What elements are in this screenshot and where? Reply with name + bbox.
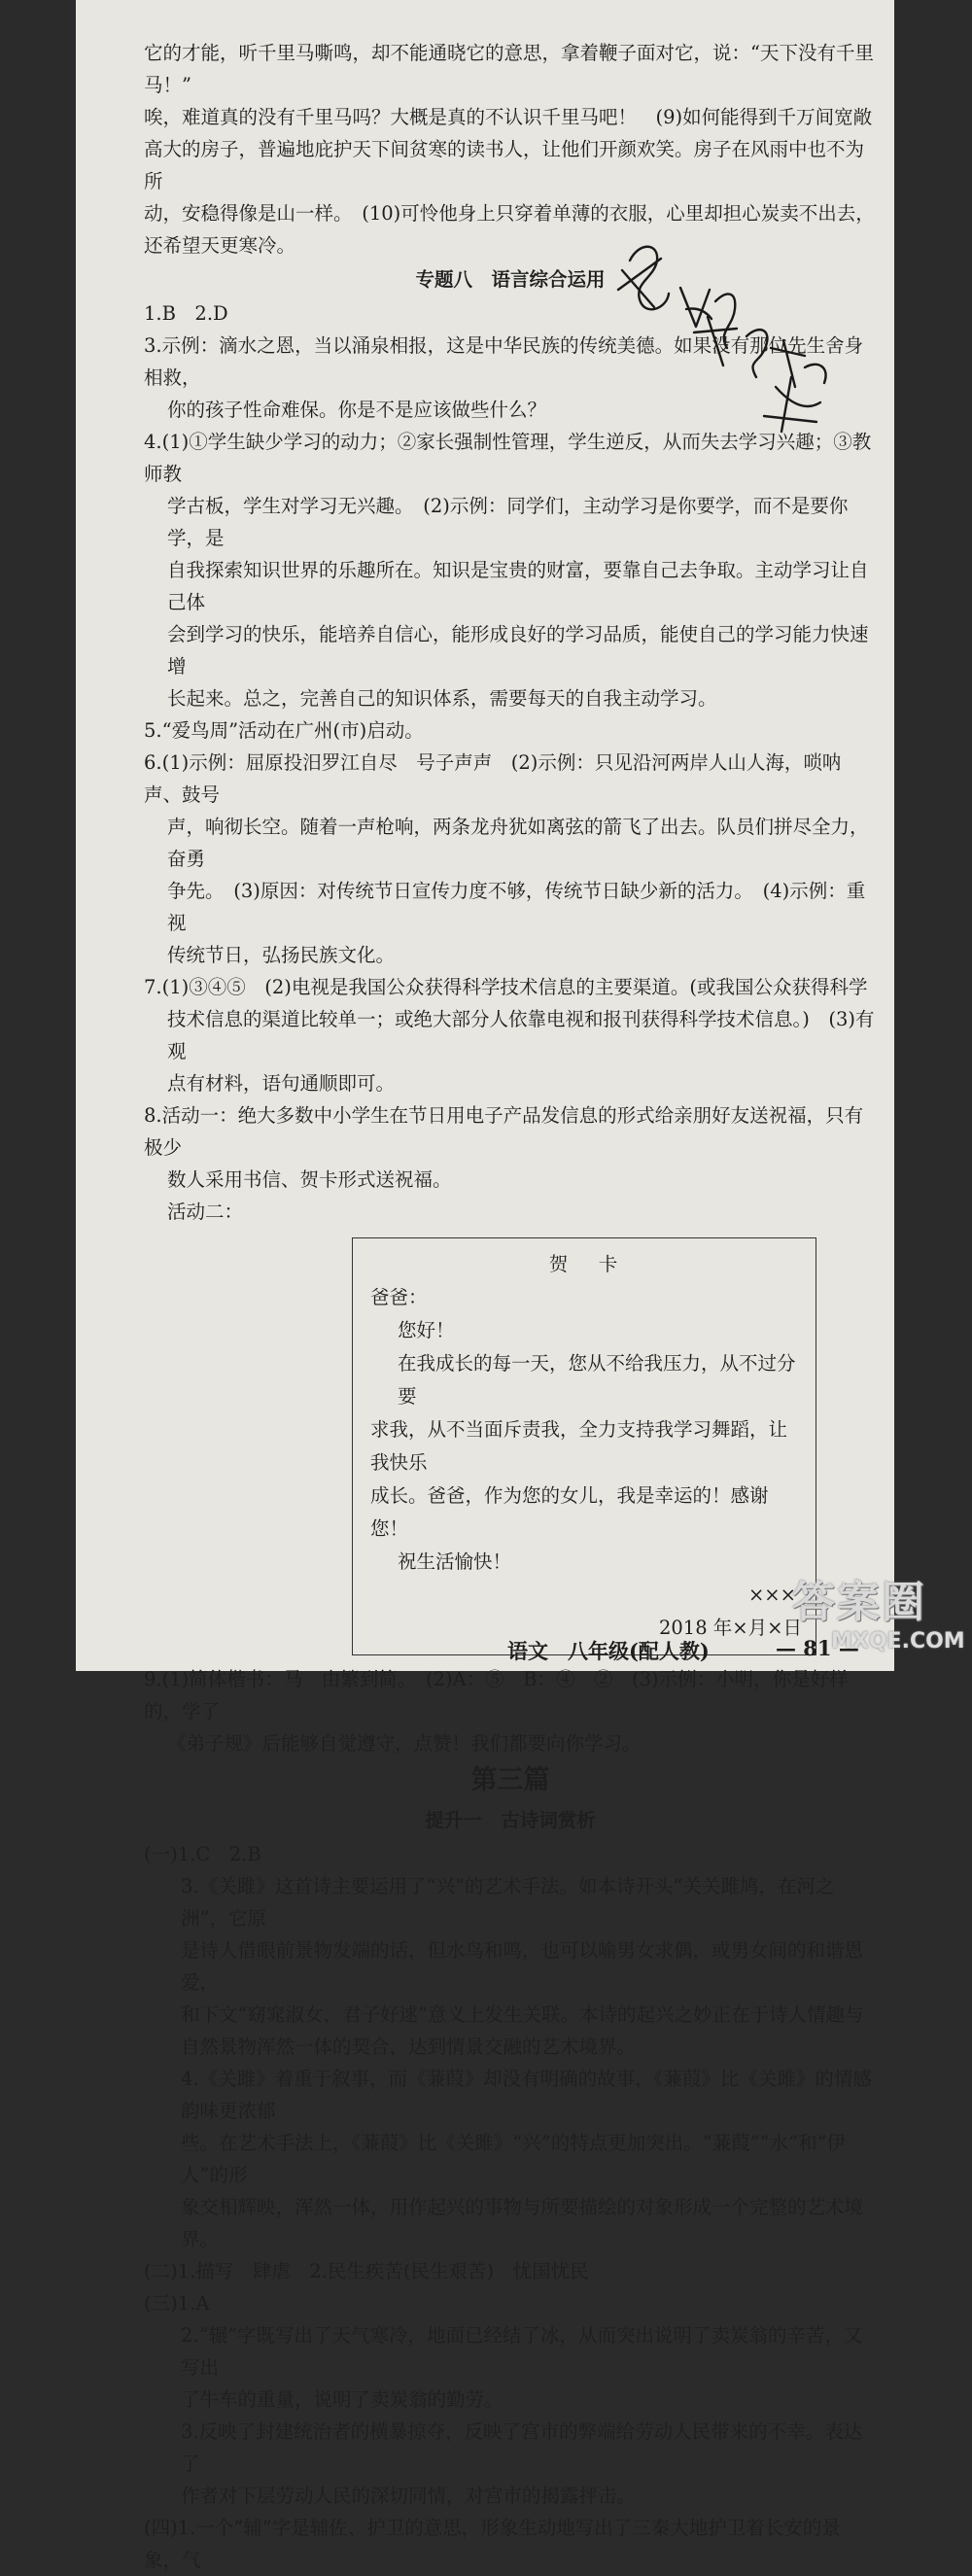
text-line: 长起来。总之，完善自己的知识体系，需要每天的自我主动学习。 (167, 687, 717, 710)
text-line: 8.活动一：绝大多数中小学生在节日用电子产品发信息的形式给亲朋好友送祝福，只有极少 (144, 1104, 864, 1159)
text-line: 点有材料，语句通顺即可。 (167, 1072, 396, 1095)
text-line: 1.B 2.D (144, 302, 228, 325)
footer-grade: 八年级(配人教) (568, 1639, 710, 1663)
page (76, 0, 894, 2571)
watermark-url: MXQE.COM (831, 1629, 965, 1654)
card-greeting: 爸爸： (370, 1286, 428, 1308)
page-footer (76, 1636, 894, 1665)
card-body-line: 成长。爸爸，作为您的女儿，我是幸运的！感谢您！ (370, 1484, 769, 1540)
card-body-line: 求我，从不当面斥责我，全力支持我学习舞蹈，让我快乐 (370, 1418, 788, 1474)
text-line: 高大的房子，普遍地庇护天下间贫寒的读书人，让他们开颜欢笑。房子在风雨中也不为所 (144, 138, 865, 192)
text-line: 争先。 (3)原因：对传统节日宣传力度不够，传统节日缺少新的活力。 (4)示例：重视 (167, 880, 866, 934)
part-heading-3: 第三篇 (470, 1765, 550, 1795)
text-line: 4.(1)①学生缺少学习的动力；②家长强制性管理，学生逆反，从而失去学习兴趣；③教师教 (144, 431, 872, 485)
card-date: 2018 年×月×日 (658, 1617, 802, 1639)
text-line: 会到学习的快乐，能培养自信心，能形成良好的学习品质，能使自己的学习能力快速增 (167, 623, 869, 678)
text-line: 象交相辉映，浑然一体，用作起兴的事物与所要描绘的对象形成一个完整的艺术境界。 (181, 2196, 864, 2250)
text-line: 动，安稳得像是山一样。 (10)可怜他身上只穿着单薄的衣服，心里却担心炭卖不出去， (144, 202, 875, 225)
card-signature: ××× (747, 1584, 796, 1606)
text-line: 和下文“窈窕淑女，君子好逑”意义上发生关联。本诗的起兴之妙正在于诗人情趣与 (181, 2003, 864, 2026)
text-line: 4.《关雎》着重于叙事，而《蒹葭》却没有明确的故事，《蒹葭》比《关雎》的情感韵味更浓郁 (181, 2068, 872, 2122)
card-wish: 祝生活愉快！ (398, 1550, 512, 1573)
text-line: 些。在艺术手法上，《蒹葭》比《关雎》“兴”的特点更加突出。“蒹葭”“水”和“伊人”的形 (181, 2132, 847, 2186)
text-line: 还希望天更寒冷。 (144, 234, 296, 257)
text-line: 技术信息的渠道比较单一；或绝大部分人依靠电视和报刊获得科学技术信息。) (3)有观 (167, 1008, 875, 1062)
text-line: 2.“辗”字既写出了天气寒冷，地面已经结了冰，从而突出说明了卖炭翁的辛苦，又写出 (181, 2324, 863, 2379)
text-line: 《弟子规》后能够自觉遵守，点赞！我们都要向你学习。 (167, 1732, 642, 1755)
footer-page-number: — 81 — (776, 1636, 859, 1660)
section-heading-poetry: 提升一 古诗词赏析 (425, 1809, 596, 1831)
footer-subject: 语文 (507, 1639, 548, 1663)
text-line: 6.(1)示例：屈原投汨罗江自尽 号子声声 (2)示例：只见沿河两岸人山人海，唢呐声、鼓号 (144, 751, 842, 806)
card-title: 贺 卡 (548, 1253, 624, 1275)
text-line: 3.示例：滴水之恩，当以涌泉相报，这是中华民族的传统美德。如果没有那位先生舍身相救， (144, 334, 864, 389)
handwriting-scribble (601, 231, 844, 465)
section-heading-topic8: 专题八 语言综合运用 (415, 268, 606, 291)
text-line: 你的孩子性命难保。你是不是应该做些什么？ (167, 399, 547, 421)
text-line: 数人采用书信、贺卡形式送祝福。 (167, 1168, 452, 1191)
text-line: 3.《关雎》这首诗主要运用了“兴”的艺术手法。如本诗开头“关关雎鸠，在河之洲”，它原 (181, 1875, 835, 1930)
text-line: 作者对下层劳动人民的深切同情，对宫市的揭露抨击。 (181, 2485, 637, 2507)
text-line: (一)1.C 2.B (144, 1843, 261, 1865)
watermark-logo (792, 1567, 967, 1664)
text-line: 是诗人借眼前景物发端的话，但水鸟和鸣，也可以喻男女求偶，或男女间的和谐恩爱， (181, 1939, 864, 1994)
greeting-card (352, 1237, 816, 1655)
text-line: 自然景物浑然一体的契合，达到情景交融的艺术境界。 (181, 2036, 637, 2058)
text-line: 它的才能，听千里马嘶鸣，却不能通晓它的意思，拿着鞭子面对它，说：“天下没有千里马！” (144, 42, 874, 96)
watermark-brand: 答案圈 (792, 1578, 926, 1627)
text-line: 自我探索知识世界的乐趣所在。知识是宝贵的财富，要靠自己去争取。主动学习让自己体 (167, 559, 869, 613)
text-line: 7.(1)③④⑤ (2)电视是我国公众获得科学技术信息的主要渠道。(或我国公众获得科学 (144, 976, 868, 998)
text-line: (二)1.描写 肆虐 2.民生疾苦(民生艰苦) 忧国忧民 (144, 2260, 589, 2282)
text-line: 唉，难道真的没有千里马吗？大概是真的不认识千里马吧！ (9)如何能得到千万间宽敞 (144, 106, 873, 128)
text-line: 声，响彻长空。随着一声枪响，两条龙舟犹如离弦的箭飞了出去。队员们拼尽全力，奋勇 (167, 816, 869, 870)
text-line: (三)1.A (144, 2292, 210, 2315)
text-line: 传统节日，弘扬民族文化。 (167, 944, 396, 966)
text-line: (四)1.一个“辅”字是辅佐、护卫的意思，形象生动地写出了三秦大地护卫着长安的景象，气 (144, 2517, 841, 2571)
text-line: 了牛车的重量，说明了卖炭翁的勤劳。 (181, 2388, 503, 2411)
card-hello: 您好！ (398, 1319, 455, 1341)
text-line: 3.反映了封建统治者的横暴掠夺，反映了宫市的弊端给劳动人民带来的不幸。表达了 (181, 2420, 863, 2475)
text-line: 9.(1)简体楷书：马 由繁到简。 (2)A：⑤ B：④ ② (3)示例：小明，你是好样的，学了 (144, 1668, 849, 1723)
card-body-line: 在我成长的每一天，您从不给我压力，从不过分要 (398, 1352, 796, 1408)
text-line: 活动二： (167, 1201, 244, 1223)
text-line: 5.“爱鸟周”活动在广州(市)启动。 (144, 719, 424, 742)
text-line: 学古板，学生对学习无兴趣。 (2)示例：同学们，主动学习是你要学，而不是要你学，是 (167, 495, 849, 549)
